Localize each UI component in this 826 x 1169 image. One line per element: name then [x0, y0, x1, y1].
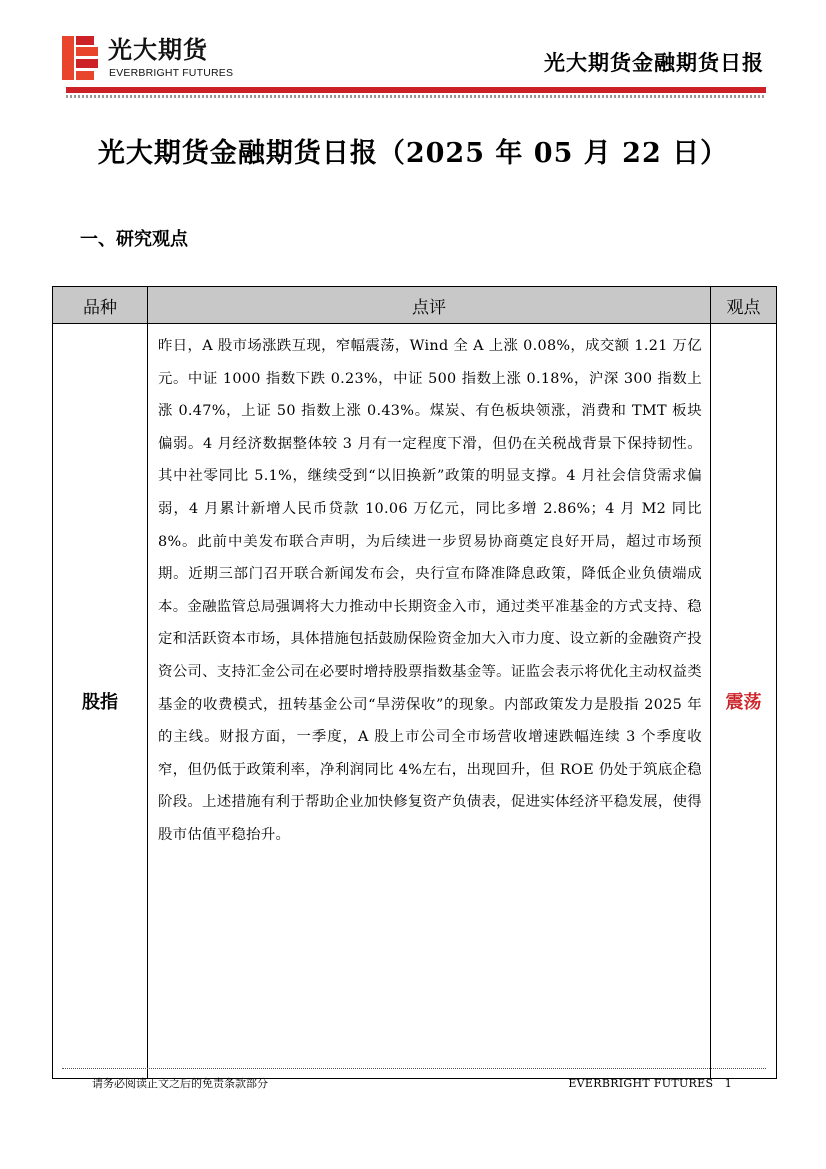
footer-rule [62, 1068, 766, 1069]
section-heading: 一、研究观点 [80, 229, 188, 250]
variety-cell: 股指 [53, 324, 148, 1079]
logo-english-name: EVERBRIGHT FUTURES [109, 67, 234, 79]
header-view: 观点 [711, 287, 777, 324]
logo-chinese-name: 光大期货 [108, 36, 208, 64]
company-logo [62, 36, 262, 82]
page-header [0, 0, 826, 100]
header-dotted-rule [66, 95, 766, 98]
everbright-logo-icon [62, 36, 98, 80]
table-row [53, 324, 777, 1079]
page-number: 1 [724, 1077, 732, 1090]
document-title: 光大期货金融期货日报（2025 年 05 月 22 日） [97, 138, 729, 169]
header-comment: 点评 [148, 287, 711, 324]
comment-cell: 昨日，A 股市场涨跌互现，窄幅震荡，Wind 全 A 上涨 0.08%，成交额 1.21 万亿元。中证 1000 指数下跌 0.23%，中证 500 指数上涨 0.18%，沪深 300 指数上涨 0.47%，上证 50 指数上涨 0.43%。煤炭、有色板块领涨，消费和 TMT 板块偏弱。4 月经济数据整体较 3 月有一定程度下滑，但仍在关税战背景下保持韧性。其中社零同比 5.1%，继续受到“以旧换新”政策的明显支撑。4 月社会信贷需求偏弱，4 月累计新增人民币贷款 10.06 万亿元，同比多增 2.86%；4 月 M2 同比 8%。此前中美发布联合声明，为后续进一步贸易协商奠定良好开局，超过市场预期。近期三部门召开联合新闻发布会，央行宣布降准降息政策，降低企业负债端成本。金融监管总局强调将大力推动中长期资金入市，通过类平准基金的方式支持、稳定和活跃资本市场，具体措施包括鼓励保险资金加大入市力度、设立新的金融资产投资公司、支持汇金公司在必要时增持股票指数基金等。证监会表示将优化主动权益类基金的收费模式，扭转基金公司“旱涝保收”的现象。内部政策发力是股指 2025 年的主线。财报方面，一季度，A 股上市公司全市场营收增速跌幅连续 3 个季度收窄，但仍低于政策利率，净利润同比 4%左右，出现回升，但 ROE 仍处于筑底企稳阶段。上述措施有利于帮助企业加快修复资产负债表，促进实体经济平稳发展，使得股市估值平稳抬升。 [148, 324, 711, 1079]
footer-company: EVERBRIGHT FUTURES [568, 1077, 714, 1090]
view-cell: 震荡 [711, 324, 777, 1079]
table-header-row [53, 287, 777, 324]
header-report-name: 光大期货金融期货日报 [544, 51, 764, 75]
footer-disclaimer: 请务必阅读正文之后的免责条款部分 [92, 1077, 268, 1090]
research-table [52, 286, 777, 1079]
footer-info [568, 1077, 732, 1091]
header-variety: 品种 [53, 287, 148, 324]
header-red-rule [66, 87, 766, 93]
